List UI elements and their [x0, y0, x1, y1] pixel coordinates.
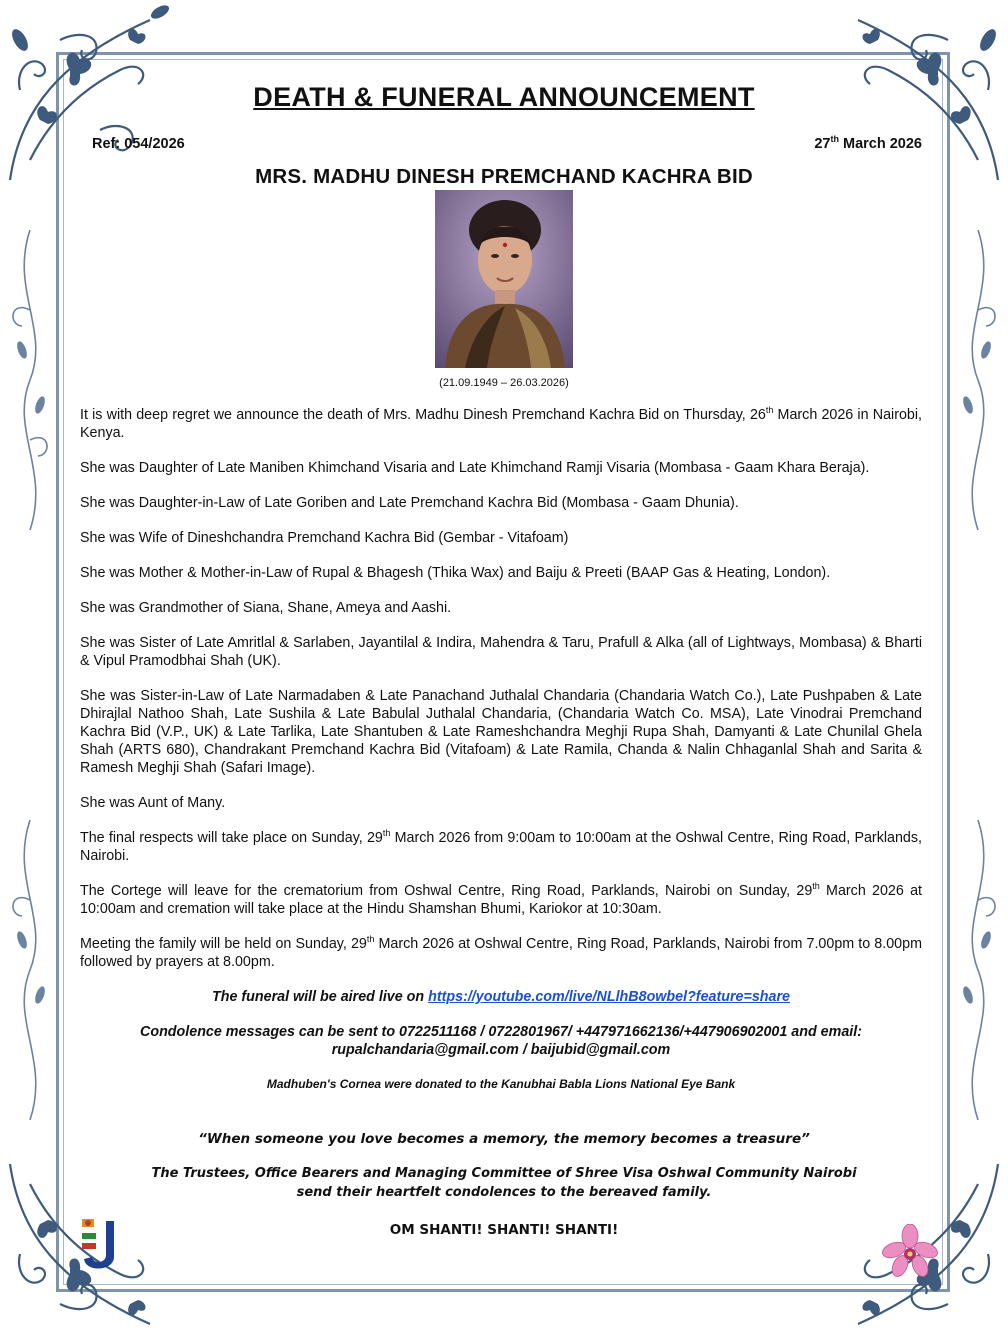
text-segment: Meeting the family will be held on Sunday, 29 — [80, 936, 367, 952]
condolence-contacts — [80, 1023, 922, 1059]
text-segment: March 2026 in Nairobi, Kenya. — [80, 407, 923, 441]
live-stream-label: The funeral will be aired live on — [212, 989, 429, 1005]
text-segment: March 2026 from 9:00am to 10:00am at the Oshwal Centre, Ring Road, Parklands, Nairobi. — [80, 830, 922, 864]
paragraph-wife: She was Wife of Dineshchandra Premchand Kachra Bid (Gembar - Vitafoam) — [80, 530, 569, 546]
ordinal-suffix: th — [382, 828, 391, 839]
date-suffix: th — [830, 134, 839, 144]
text-segment: The Cortege will leave for the crematorium from Oshwal Centre, Ring Road, Parklands, Nairobi on Sunday, 29 — [80, 883, 813, 899]
portrait-photo — [435, 190, 573, 368]
announcement-title: DEATH & FUNERAL ANNOUNCEMENT — [253, 82, 755, 112]
community-logo-icon — [80, 1217, 120, 1275]
paragraph-cortege — [80, 882, 922, 918]
floral-side-ornament — [0, 820, 60, 1120]
paragraph-final-respects — [80, 829, 922, 865]
orchid-flower-icon — [880, 1224, 940, 1280]
date-day: 27 — [814, 135, 831, 152]
trustees-condolence — [0, 1164, 1008, 1202]
trustees-line-1: The Trustees, Office Bearers and Managing Committee of Shree Visa Oshwal Community Nairobi — [151, 1166, 857, 1181]
floral-side-ornament — [948, 820, 1008, 1120]
announcement-date — [814, 134, 922, 152]
cornea-donation-note: Madhuben's Cornea were donated to the Kanubhai Babla Lions National Eye Bank — [266, 1077, 736, 1091]
text-segment: The final respects will take place on Sunday, 29 — [80, 830, 383, 846]
text-segment: March 2026 at Oshwal Centre, Ring Road, Parklands, Nairobi from 7.00pm to 8.00pm followed by prayers at 8.00pm. — [80, 936, 922, 970]
paragraph-family-meeting — [80, 935, 922, 971]
paragraph-sister: She was Sister of Late Amritlal & Sarlaben, Jayantilal & Indira, Mahendra & Taru, Prafull & Alka (all of Lightways, Mombasa) & Bharti & Vipul Pramodbhai Shah (UK). — [80, 635, 922, 669]
text-segment: It is with deep regret we announce the death of Mrs. Madhu Dinesh Premchand Kachra Bid on Thursday, 26 — [80, 407, 766, 423]
paragraph-sister-in-law: She was Sister-in-Law of Late Narmadaben & Late Panachand Juthalal Chandaria (Chandaria Watch Co.), Late Pushpaben & Late Dhirajlal Nathoo Shah, Late Sushila & Late Babulal Juthalal Chandaria, (Chandaria Watch Co. MSA), Late Vinodrai Premchand Kachra Bid (V.P., UK) & Late Tarlika, Late Shantuben & Late Rameshchandra Meghji Rupa Shah, Damyanti & Late Chunilal Ghela Shah (ARTS 680), Chandrakant Premchand Kachra Bid (Vitafoam) & Late Ramila, Chanda & Nalin Chhaganlal Shah and Sarita & Ramesh Meghji Shah (Safari Image). — [80, 688, 922, 776]
paragraph-daughter-in-law: She was Daughter-in-Law of Late Goriben and Late Premchand Kachra Bid (Mombasa - Gaam Dhunia). — [80, 495, 739, 511]
date-rest: March 2026 — [838, 135, 922, 152]
live-stream-link[interactable]: https://youtube.com/live/NLlhB8owbel?feature=share — [428, 989, 790, 1005]
reference-number: Ref: 054/2026 — [92, 136, 185, 152]
deceased-name: MRS. MADHU DINESH PREMCHAND KACHRA BID — [255, 165, 753, 188]
trustees-line-2: send their heartfelt condolences to the bereaved family. — [296, 1185, 712, 1200]
announcement-body — [80, 406, 922, 1093]
ordinal-suffix: th — [812, 881, 820, 892]
life-dates: (21.09.1949 – 26.03.2026) — [439, 377, 569, 389]
paragraph-daughter: She was Daughter of Late Maniben Khimchand Visaria and Late Khimchand Ramji Visaria (Mombasa - Gaam Khara Beraja). — [80, 460, 870, 476]
paragraph-death-notice — [80, 406, 922, 442]
condolence-emails[interactable]: rupalchandaria@gmail.com / baijubid@gmail.com — [331, 1042, 671, 1058]
closing-prayer: OM SHANTI! SHANTI! SHANTI! — [389, 1222, 619, 1238]
paragraph-grandmother: She was Grandmother of Siana, Shane, Ameya and Aashi. — [80, 600, 452, 616]
memorial-quote: “When someone you love becomes a memory, the memory becomes a treasure” — [198, 1131, 810, 1147]
ordinal-suffix: th — [765, 405, 774, 416]
paragraph-mother: She was Mother & Mother-in-Law of Rupal & Bhagesh (Thika Wax) and Baiju & Preeti (BAAP Gas & Heating, London). — [80, 565, 831, 581]
condolence-phones: Condolence messages can be sent to 0722511168 / 0722801967/ +447971662136/+447906902001 and email: — [140, 1024, 862, 1040]
paragraph-aunt: She was Aunt of Many. — [80, 795, 226, 811]
live-stream-notice — [80, 988, 922, 1006]
ordinal-suffix: th — [366, 934, 375, 945]
text-segment: March 2026 at 10:00am and cremation will take place at the Hindu Shamshan Bhumi, Kariokor at 10:30am. — [80, 883, 922, 917]
